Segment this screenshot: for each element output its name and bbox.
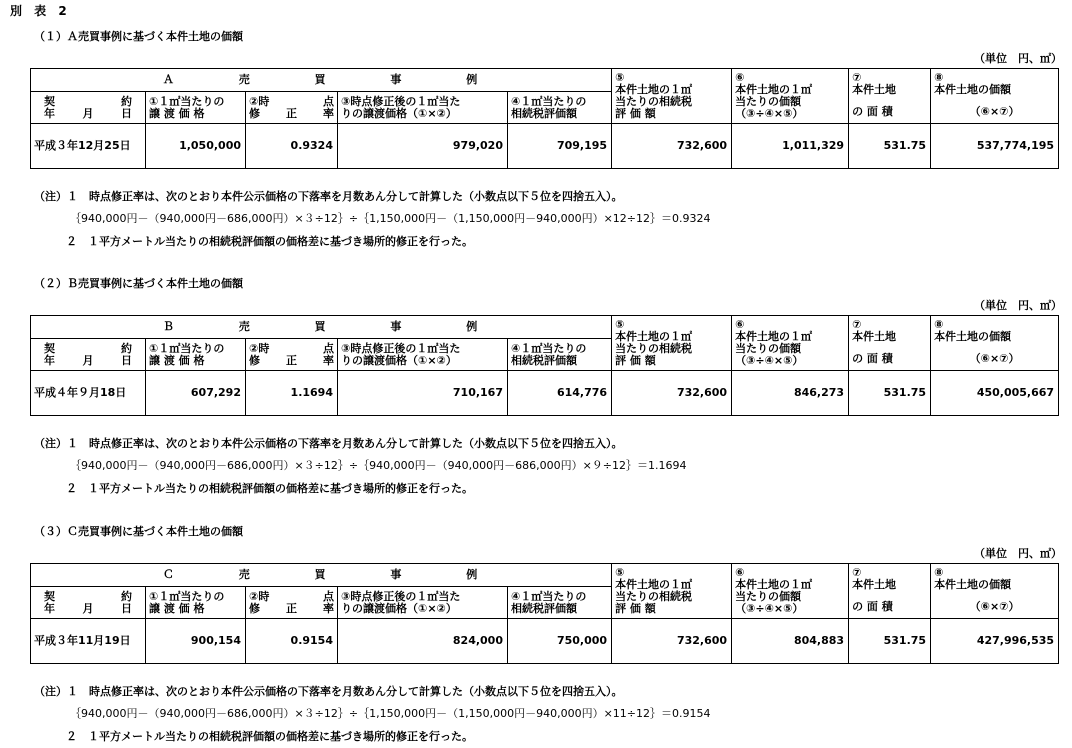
cell-adjusted: 710,167: [338, 371, 508, 416]
cell-total: 537,774,195: [931, 124, 1059, 169]
cell-price: 900,154: [146, 619, 246, 664]
header-contract-date: [31, 587, 146, 619]
header-text: 日: [121, 601, 132, 615]
header-text: 本件土地の１㎡: [735, 578, 813, 591]
cell-subject-price: 846,273: [732, 371, 849, 416]
header-text: 本件土地の１㎡: [615, 83, 693, 96]
circled-num: ⑧: [934, 318, 944, 331]
cell-area: 531.75: [849, 371, 931, 416]
header-contract-date: [31, 339, 146, 371]
cell-tax-value: 614,776: [508, 371, 612, 416]
header-text: の 面 積: [852, 352, 893, 365]
cell-adjusted: 824,000: [338, 619, 508, 664]
circled-num: ⑤: [615, 318, 625, 331]
note-1: （注）１ 時点修正率は、次のとおり本件公示価格の下落率を月数あん分して計算した（小数点以下５位を四捨五入）。: [34, 685, 623, 698]
header-text: 本件土地: [852, 83, 897, 96]
sales-case-word: 買: [314, 320, 328, 333]
section-heading: （２）Ｂ売買事例に基づく本件土地の価額: [34, 277, 243, 290]
header-text: 相続税評価額: [511, 353, 577, 367]
unit-label: （単位 円、㎡）: [974, 547, 1062, 560]
cell-subject-tax: 732,600: [612, 124, 732, 169]
header-adjusted-price: [338, 587, 508, 619]
header-text: （⑥×⑦）: [969, 600, 1020, 613]
header-text: ③時点修正後の１㎡当た: [341, 341, 461, 355]
cell-tax-value: 750,000: [508, 619, 612, 664]
header-text: 約: [121, 94, 132, 108]
sales-case-word: 売: [238, 568, 252, 581]
table-row: [31, 619, 1059, 664]
unit-label: （単位 円、㎡）: [974, 52, 1062, 65]
cell-area: 531.75: [849, 124, 931, 169]
header-text: 相続税評価額: [511, 106, 577, 120]
header-text: 当たりの相続税: [615, 342, 693, 355]
header-text: 正: [286, 601, 297, 615]
sales-case-word: 事: [390, 320, 404, 333]
header-text: ③時点修正後の１㎡当た: [341, 589, 461, 603]
valuation-table: [30, 68, 1059, 169]
header-text: 年: [44, 353, 55, 367]
unit-label: （単位 円、㎡）: [974, 299, 1062, 312]
header-subject-price: [732, 564, 849, 619]
header-text: ①１㎡当たりの: [149, 589, 225, 603]
header-text: 年: [44, 601, 55, 615]
circled-num: ⑦: [852, 71, 862, 84]
sales-case-word: 事: [390, 73, 404, 86]
sales-case-header: [31, 564, 612, 587]
note-1: （注）１ 時点修正率は、次のとおり本件公示価格の下落率を月数あん分して計算した（小数点以下５位を四捨五入）。: [34, 437, 623, 450]
header-text: 評 価 額: [615, 602, 656, 615]
header-subject-tax: [612, 69, 732, 124]
cell-total: 450,005,667: [931, 371, 1059, 416]
header-text: りの譲渡価格（①×②）: [341, 106, 457, 120]
header-text: 相続税評価額: [511, 601, 577, 615]
circled-num: ⑦: [852, 318, 862, 331]
header-text: 点: [323, 94, 334, 108]
header-text: 点: [323, 589, 334, 603]
cell-price: 607,292: [146, 371, 246, 416]
header-text: 譲 渡 価 格: [149, 601, 205, 615]
header-text: 月: [82, 106, 94, 120]
header-area: [849, 564, 931, 619]
cell-total: 427,996,535: [931, 619, 1059, 664]
circled-num: ⑥: [735, 566, 745, 579]
header-text: 本件土地の１㎡: [735, 330, 813, 343]
header-time-rate: [246, 587, 338, 619]
cell-subject-tax: 732,600: [612, 619, 732, 664]
header-text: （③÷④×⑤）: [735, 107, 804, 120]
header-tax-value: [508, 92, 612, 124]
header-text: 評 価 額: [615, 107, 656, 120]
header-text: 修: [249, 353, 260, 367]
header-text: 当たりの相続税: [615, 590, 693, 603]
header-text: 本件土地の１㎡: [615, 578, 693, 591]
section-heading: （３）Ｃ売買事例に基づく本件土地の価額: [34, 525, 243, 538]
table-row: [31, 371, 1059, 416]
cell-subject-tax: 732,600: [612, 371, 732, 416]
header-text: 譲 渡 価 格: [149, 106, 205, 120]
cell-subject-price: 804,883: [732, 619, 849, 664]
sales-case-header: [31, 316, 612, 339]
header-subject-price: [732, 316, 849, 371]
header-time-rate: [246, 92, 338, 124]
header-text: 正: [286, 353, 297, 367]
header-contract-date: [31, 92, 146, 124]
header-text: 本件土地の１㎡: [615, 330, 693, 343]
header-text: りの譲渡価格（①×②）: [341, 601, 457, 615]
header-unit-price: [146, 92, 246, 124]
header-text: 契: [44, 94, 55, 108]
sales-case-letter: Ｃ: [162, 568, 176, 581]
header-text: ②時: [249, 341, 270, 355]
circled-num: ⑦: [852, 566, 862, 579]
header-text: ①１㎡当たりの: [149, 341, 225, 355]
header-text: 日: [121, 353, 132, 367]
header-unit-price: [146, 339, 246, 371]
header-text: 修: [249, 106, 260, 120]
header-subject-tax: [612, 564, 732, 619]
sales-case-header: [31, 69, 612, 92]
sales-case-word: 例: [466, 568, 480, 581]
header-text: （③÷④×⑤）: [735, 602, 804, 615]
header-text: 月: [82, 353, 94, 367]
circled-num: ⑤: [615, 566, 625, 579]
header-text: りの譲渡価格（①×②）: [341, 353, 457, 367]
header-text: 約: [121, 589, 132, 603]
sales-case-word: 例: [466, 320, 480, 333]
header-text: 本件土地の価額: [934, 578, 1012, 591]
header-text: 修: [249, 601, 260, 615]
header-text: の 面 積: [852, 105, 893, 118]
note-2: ２ １平方メートル当たりの相続税評価額の価格差に基づき場所的修正を行った。: [66, 730, 473, 743]
note-formula: ｛940,000円－（940,000円－686,000円）×３÷12｝÷｛1,150,000円－（1,150,000円－940,000円）×11÷12｝＝0.9154: [70, 707, 711, 720]
header-adjusted-price: [338, 339, 508, 371]
note-formula: ｛940,000円－（940,000円－686,000円）×３÷12｝÷｛940,000円－（940,000円－686,000円）×９÷12｝＝1.1694: [70, 459, 687, 472]
table-row: [31, 124, 1059, 169]
cell-rate: 1.1694: [246, 371, 338, 416]
header-adjusted-price: [338, 92, 508, 124]
header-text: ④１㎡当たりの: [511, 589, 587, 603]
header-area: [849, 69, 931, 124]
header-subject-price: [732, 69, 849, 124]
header-text: ④１㎡当たりの: [511, 94, 587, 108]
cell-tax-value: 709,195: [508, 124, 612, 169]
cell-date: 平成３年12月25日: [31, 124, 146, 169]
header-text: の 面 積: [852, 600, 893, 613]
header-total: [931, 316, 1059, 371]
header-tax-value: [508, 339, 612, 371]
header-text: 約: [121, 341, 132, 355]
header-text: ②時: [249, 589, 270, 603]
note-1: （注）１ 時点修正率は、次のとおり本件公示価格の下落率を月数あん分して計算した（小数点以下５位を四捨五入）。: [34, 190, 623, 203]
circled-num: ⑥: [735, 318, 745, 331]
circled-num: ⑧: [934, 71, 944, 84]
header-text: 当たりの相続税: [615, 95, 693, 108]
sales-case-word: 売: [238, 320, 252, 333]
header-text: 契: [44, 341, 55, 355]
header-text: 日: [121, 106, 132, 120]
header-area: [849, 316, 931, 371]
cell-price: 1,050,000: [146, 124, 246, 169]
valuation-table: [30, 315, 1059, 416]
circled-num: ⑧: [934, 566, 944, 579]
sales-case-word: 買: [314, 568, 328, 581]
circled-num: ⑥: [735, 71, 745, 84]
sales-case-word: 売: [238, 73, 252, 86]
valuation-table: [30, 563, 1059, 664]
header-text: 本件土地の価額: [934, 83, 1012, 96]
note-formula: ｛940,000円－（940,000円－686,000円）×３÷12｝÷｛1,150,000円－（1,150,000円－940,000円）×12÷12｝＝0.9324: [70, 212, 711, 225]
header-subject-tax: [612, 316, 732, 371]
header-text: ①１㎡当たりの: [149, 94, 225, 108]
header-text: 当たりの価額: [735, 590, 802, 603]
header-text: 当たりの価額: [735, 95, 802, 108]
header-time-rate: [246, 339, 338, 371]
cell-date: 平成３年11月19日: [31, 619, 146, 664]
circled-num: ⑤: [615, 71, 625, 84]
header-total: [931, 564, 1059, 619]
header-text: （⑥×⑦）: [969, 105, 1020, 118]
header-text: 率: [323, 353, 334, 367]
cell-rate: 0.9154: [246, 619, 338, 664]
header-text: ④１㎡当たりの: [511, 341, 587, 355]
header-text: 正: [286, 106, 297, 120]
cell-date: 平成４年９月18日: [31, 371, 146, 416]
sales-case-letter: Ａ: [162, 73, 176, 86]
header-text: 本件土地: [852, 330, 897, 343]
header-text: （⑥×⑦）: [969, 352, 1020, 365]
header-total: [931, 69, 1059, 124]
header-text: 当たりの価額: [735, 342, 802, 355]
header-text: 譲 渡 価 格: [149, 353, 205, 367]
sales-case-word: 例: [466, 73, 480, 86]
doc-title: 別 表 2: [10, 4, 71, 18]
note-2: ２ １平方メートル当たりの相続税評価額の価格差に基づき場所的修正を行った。: [66, 235, 473, 248]
header-text: ②時: [249, 94, 270, 108]
cell-adjusted: 979,020: [338, 124, 508, 169]
cell-rate: 0.9324: [246, 124, 338, 169]
header-text: 年: [44, 106, 55, 120]
header-text: 評 価 額: [615, 354, 656, 367]
header-text: 契: [44, 589, 55, 603]
header-unit-price: [146, 587, 246, 619]
cell-subject-price: 1,011,329: [732, 124, 849, 169]
header-tax-value: [508, 587, 612, 619]
header-text: ③時点修正後の１㎡当た: [341, 94, 461, 108]
sales-case-letter: Ｂ: [162, 320, 176, 333]
header-text: 本件土地: [852, 578, 897, 591]
header-text: 率: [323, 106, 334, 120]
section-heading: （１）Ａ売買事例に基づく本件土地の価額: [34, 30, 243, 43]
header-text: 率: [323, 601, 334, 615]
cell-area: 531.75: [849, 619, 931, 664]
header-text: 本件土地の価額: [934, 330, 1012, 343]
sales-case-word: 買: [314, 73, 328, 86]
sales-case-word: 事: [390, 568, 404, 581]
note-2: ２ １平方メートル当たりの相続税評価額の価格差に基づき場所的修正を行った。: [66, 482, 473, 495]
header-text: 月: [82, 601, 94, 615]
header-text: 本件土地の１㎡: [735, 83, 813, 96]
header-text: （③÷④×⑤）: [735, 354, 804, 367]
header-text: 点: [323, 341, 334, 355]
